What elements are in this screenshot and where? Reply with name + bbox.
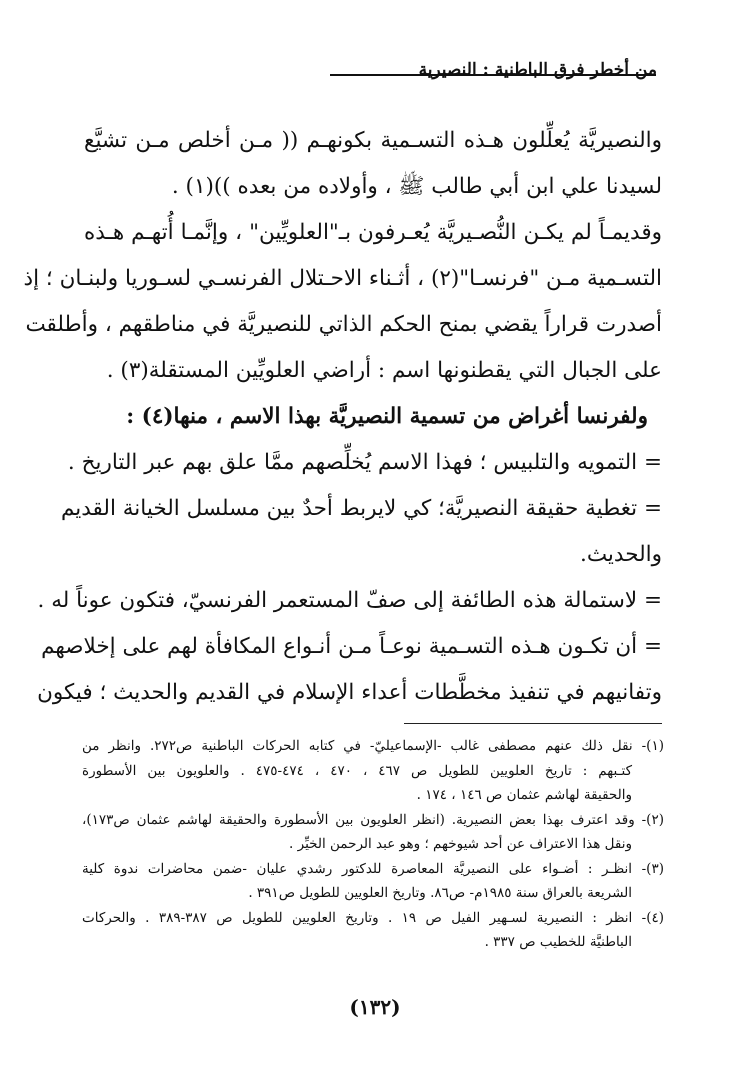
footnotes [82,734,664,955]
page-number: (١٣٢) [349,995,401,1019]
footnote-line: الباطنيَّة للخطيب ص ٣٣٧ . [484,934,632,950]
body-line: = أن تكـون هـذه التسـمية نوعـاً مـن أنـواع المكافأة لهم على إخلاصهم [41,634,662,659]
main-text [23,118,662,716]
footnote-line: كتـبهم : تاريخ العلويين للطويل ص ٤٦٧ ، ٤٧٠ ، ٤٧٤-٤٧٥ . والعلويون بين الأسطورة [82,762,632,779]
footnote-line: (٣)- انظـر : أضـواء على النصيريَّة المعاصرة للدكتور رشدي عليان -ضمن محاضرات ندوة كلية [82,860,664,877]
footnote-line: (٤)- انظر : النصيرية لسـهير الفيل ص ١٩ . وتاريخ العلويين للطويل ص ٣٨٧-٣٨٩ . والحركات [82,909,665,926]
body-line: = تغطية حقيقة النصيريَّة؛ كي لايربط أحدٌ بين مسلسل الخيانة القديم [60,496,662,521]
footnote-line: (٢)- وقد اعترف بهذا بعض النصيرية. (انظر العلويون بين الأسطورة والحقيقة لهاشم عثمان ص١٧٣)، [82,811,664,828]
footnote-line: ونقل هذا الاعتراف عن أحد شيوخهم ؛ وهو عبد الرحمن الخيِّر . [289,836,632,852]
header-rule [330,74,656,76]
footnote-line: (١)- نقل ذلك عنهم مصطفى غالب -الإسماعيليّ- في كتابه الحركات الباطنية ص٢٧٢. وانظر من [82,738,664,754]
body-line: والحديث. [579,542,662,567]
body-line: وتفانيهم في تنفيذ مخطَّطات أعداء الإسلام في القديم والحديث ؛ فيكون [37,680,662,705]
body-line: وقديمـاً لم يكـن النُّصـيريَّة يُعـرفون بـ"العلويِّين" ، وإنَّمـا أُتهـم هـذه [84,220,662,245]
body-line: = لاستمالة هذه الطائفة إلى صفّ المستعمر الفرنسيّ، فتكون عوناً له . [37,588,662,613]
body-line: التسـمية مـن "فرنسـا"(٢) ، أثـناء الاحـتلال الفرنسـي لسـوريا ولبنـان ؛ إذ [23,266,662,291]
body-line: لسيدنا علي ابن أبي طالب ﷺ ، وأولاده من بعده ))(١) . [171,174,662,199]
footnote-line: والحقيقة لهاشم عثمان ص ١٤٦ ، ١٧٤ . [416,787,632,803]
footnote-separator [404,723,662,724]
body-line: = التمويه والتلبيس ؛ فهذا الاسم يُخلِّصهم ممَّا علق بهم عبر التاريخ . [67,450,662,475]
running-header-title: من أخطر فرق الباطنية : النصيرية [418,60,657,80]
body-line: أصدرت قراراً يقضي بمنح الحكم الذاتي للنصيريَّة في مناطقهم ، وأطلقت [25,312,662,337]
footnote-line: الشريعة بالعراق سنة ١٩٨٥م- ص٨٦. وتاريخ العلويين للطويل ص٣٩١ . [248,885,632,901]
section-heading: ولفرنسا أغراض من تسمية النصيريَّة بهذا الاسم ، منها(٤) : [126,404,648,429]
body-line: على الجبال التي يقطنونها اسم : أراضي العلويِّين المستقلة(٣) . [106,358,662,383]
body-line: والنصيريَّة يُعلِّلون هـذه التسـمية بكونهـم (( مـن أخلص مـن تشيَّع [84,128,662,153]
